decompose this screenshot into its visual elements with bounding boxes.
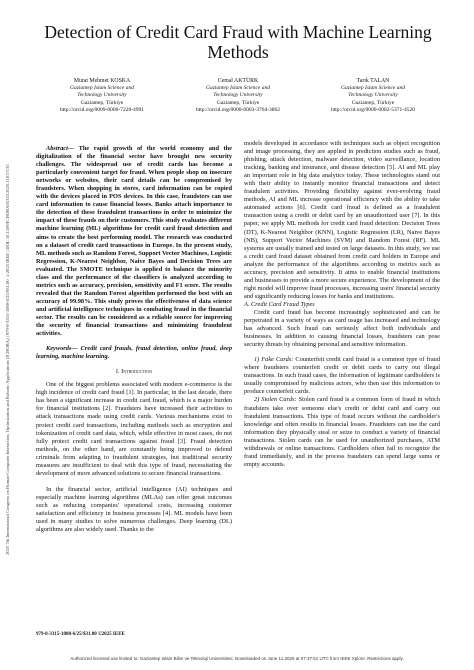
keywords-body: Credit card frauds, fraud detection, online fraud, deep learning, machine learning. <box>36 345 232 361</box>
author-orcid[interactable]: http://orcid.org/0000-0003-3764-3862 <box>195 106 281 113</box>
subsection-heading-fraud-types: A. Credit Card Fraud Types <box>244 300 315 308</box>
stolen-cards-paragraph <box>244 396 440 468</box>
author-name: Murat Mehmet KOSKA <box>73 78 131 84</box>
stolen-cards-heading: 2) Stolen Cards: <box>254 396 297 404</box>
section-heading-introduction: I. Introduction <box>115 368 153 376</box>
paper-title: Detection of Credit Card Fraud with Machine Learning Methods <box>44 22 432 62</box>
author-name: Cemal AKTÜRK <box>217 78 259 84</box>
abstract-body: The rapid growth of the world economy and the digitalization of the financial sector have brought new security challenges. The widespread use of credit cards has become a particularly convenient target for fraud. When people shop on insecure networks or websites, their card details can be compromised by fraudsters. When shopping in stores, card information can be copied with the devices placed in POS devices. In this case, fraudsters can use card information to cause financial losses. Banks attach importance to the detection of these fraudulent transactions in order to minimize the impact of these frauds on their customers. This study evaluates different machine learning (ML) algorithms for credit card fraud detection and aims to create the best performing model. The research was conducted on a dataset of credit card transactions in Europe. In the present study, ML methods such as Random Forest, Support Vector Machines, Logistic Regression, K-Nearest Neighbor, Naive Bayes and Decision Trees are evaluated. The SMOTE technique is applied to balance the minority class and the performance of the classifiers is analyzed according to metrics such as accuracy, precision, sensitivity and F1 score. The results revealed that the Random Forest algorithm performed the best with an accuracy of 99.98%. This study proves the effectiveness of data science and artificial intelligence techniques in combating fraud in the financial sector. The results can be considered as a reliable source for improving the security of financial transactions and minimizing fraudulent activities. <box>36 145 232 338</box>
author-orcid[interactable]: http://orcid.org/0000-0002-5371-4520 <box>330 106 416 113</box>
copyright-line: 979-8-3315-1088-6/25/$31.00 ©2025 IEEE <box>36 632 125 637</box>
author-affiliation: Gaziantep Islam Science and <box>70 85 134 92</box>
author-city: Gaziantep, Türkiye <box>216 99 260 106</box>
abstract-lead: Abstract— <box>46 145 75 152</box>
author-affiliation: Gaziantep Islam Science and <box>341 85 405 92</box>
fake-cards-body: Counterfeit credit card fraud is a common type of fraud where fraudsters counterfeit credit or debit cards to carry out illegal transactions. In such fraud cases, the information of legitimate cardholders is usually compromised by malicious actors, who then use this information to produce counterfeit cards. <box>244 356 440 396</box>
license-footer: Authorized licensed use limited to: Gaziantep Islam Bilim ve Teknoloji Universitesi. Downloaded on June 11,2025 at 07:37:51 UTC from IEEE Xplore. Restrictions apply. <box>70 656 404 661</box>
author-affiliation: Gaziantep Islam Science and <box>206 85 270 92</box>
author-orcid[interactable]: http://orcid.org/0009-0000-7220-4991 <box>59 106 145 113</box>
left-column <box>36 145 232 534</box>
right-paragraph-1: models developed in accordance with techniques such as object recognition and image processing, they are applied in prediction studies such as fraud, phishing, attack detection, malware detection, video surveillance, location tracking, banking and insurance, and disease detection [5]. AI and ML play an important role in big data analytics today. These technologies stand out with their ability to instantly monitor financial transactions and detect fraudulent activities. Providing flexibility against ever-evolving fraud methods, AI and ML increase operational efficiency with the ability to take automated actions [6]. Credit card fraud is defined as a fraudulent transaction using a credit or debit card by an unauthorized user [7]. In this paper, we apply ML methods for credit card fraud detection: Decision Trees (DT), K-Nearest Neighbor (KNN), Logistic Regression (LR), Naive Bayes (NB), Support Vector Machines (SVM) and Random Forest (RF). ML systems are usually trained and tested on large datasets. In this study, we use a credit card fraud dataset obtained from credit card holders in Europe and analyze the performance of the algorithms according to metrics such as accuracy, precision and sensitivity. It aims to enable financial institutions and businesses to provide a more secure experience. The development of the right model will improve fraud processes, increasing users' financial security and significantly reducing losses for banks and institutions. <box>244 140 440 300</box>
author-affiliation: Technology University <box>77 92 127 99</box>
author-block-3 <box>303 78 443 114</box>
stolen-cards-body: Stolen card fraud is a common form of fraud in which fraudsters take over someone else's credit or debit card and carry out fraudulent transactions. This type of fraud occurs without the cardholder's knowledge and often results in financial losses. Fraudsters can use the card information they physically steal or seize to conduct a variety of financial transactions. Stolen cards can be used for unauthorized purchases, ATM withdrawals or online transactions. Cardholders often fail to recognize the fraud immediately, and in the process fraudsters can spend large sums or empty accounts. <box>244 396 440 468</box>
fake-cards-paragraph <box>244 356 440 396</box>
intro-paragraph-2: In the financial sector, artificial intelligence (AI) techniques and especially machine learning algorithms (MLAs) can offer great outcomes such as reducing companies' operational costs, increasing customer satisfaction and efficiency in business processes [4]. ML models have been used in many studies to solve numerous challenges. Deep learning (DL) algorithms are also widely used. Thanks to the <box>36 485 232 534</box>
right-paragraph-2: Credit card fraud has become increasingly sophisticated and can be perpetrated in a variety of ways as card usage has increased and technology has advanced. Such fraud can seriously affect both individuals and businesses. In addition to causing financial losses, fraudsters can pose security threats by obtaining personal and sensitive information. <box>244 308 440 349</box>
author-affiliation: Technology University <box>213 92 263 99</box>
keywords-lead: Keywords— <box>46 345 78 353</box>
keywords <box>36 345 232 361</box>
author-block-2 <box>168 78 308 114</box>
author-block-1 <box>32 78 172 114</box>
fake-cards-heading: 1) Fake Cards: <box>254 356 294 364</box>
conference-sidebar: 2025 7th International Congress on Human-Computer Interaction, Optimization and Robotic Applications (ICHORA) | 979-8-3315-1088-6/25/$31.00 ©2025 IEEE | DOI: 10.1109/ICHORA65333.2025.11017135 <box>5 164 10 556</box>
author-affiliation: Technology University <box>348 92 398 99</box>
right-column <box>244 140 440 469</box>
author-name: Tarık TALAN <box>356 78 390 84</box>
author-city: Gaziantep, Türkiye <box>351 99 395 106</box>
intro-paragraph-1: One of the biggest problems associated with modern e-commerce is the high incidence of credit card fraud [1]. In particular, in the last decade, there has been a significant increase in credit card fraud, which is a major burden for financial institutions [2]. Fraudsters have increased their activities to attack transactions made using credit cards. Various mechanisms exist to protect credit card transactions, including methods such as encryption and tokenization of credit card data, which, while effective in most cases, do not fully protect credit card transactions against fraud [3]. Fraud detection methods, on the other hand, are constantly being improved to defend criminals from adapting to fraudulent strategies, but traditional security measures are insufficient to deal with this type of fraud, necessitating the development of more advanced solutions to secure financial transactions. <box>36 381 232 477</box>
author-city: Gaziantep, Türkiye <box>80 99 124 106</box>
abstract <box>36 145 232 338</box>
